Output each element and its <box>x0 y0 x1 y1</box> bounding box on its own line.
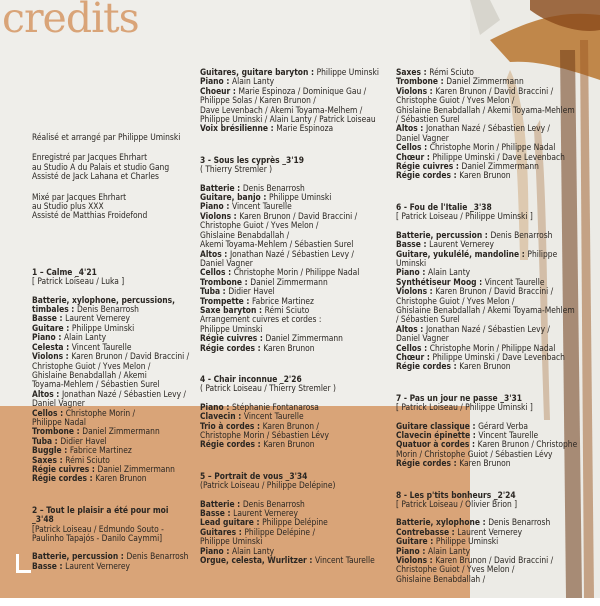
credit-names: Rémi Sciuto <box>65 454 110 465</box>
credit-names: Philippe Uminski / Dave Levenbach <box>432 151 565 162</box>
credit-names: Karen Brunon <box>459 170 511 181</box>
credit-names: Morin / Christophe Guiot / Sébastien Lévy <box>396 448 553 459</box>
credit-role: Choeur : <box>200 85 239 96</box>
production-line: Assisté de Matthias Froidefond <box>32 210 148 221</box>
credit-role: Batterie, xylophone : <box>396 517 489 528</box>
credit-role: Piano : <box>200 201 232 212</box>
credit-names: Alain Lanty <box>427 267 471 278</box>
track-block <box>200 472 390 566</box>
credit-role: Trombone : <box>200 276 251 287</box>
credit-names: Ghislaine Benabdallah / <box>200 229 290 240</box>
production-block <box>32 133 192 142</box>
track-authors: Paulinho Tapajós - Danilo Caymmi] <box>32 533 163 543</box>
credit-names: Jonathan Nazé / Sébastien Levy / <box>425 123 550 134</box>
credit-names: Alain Lanty <box>231 545 275 556</box>
credit-role: Tuba : <box>32 435 61 446</box>
credit-names: Karen Brunon / David Braccini / <box>71 351 190 362</box>
track-authors: (Patrick Loiseau / Philippe Delépine) <box>200 480 336 491</box>
track-authors: [ Patrick Loiseau / Philippe Uminski ] <box>396 402 533 413</box>
credit-names: Ghislaine Benabdallah / Akemi Toyama-Mehlem <box>396 304 575 315</box>
credit-role: Violons : <box>396 286 436 297</box>
production-line: Mixé par Jacques Ehrhart <box>32 191 127 202</box>
credit-line <box>396 362 586 371</box>
credit-role: Buggle : <box>32 445 70 456</box>
credit-role: Cellos : <box>396 142 430 153</box>
credit-role: Piano : <box>200 401 232 412</box>
credit-names: Denis Benarrosh <box>126 551 189 562</box>
credit-role: Violons : <box>200 210 240 221</box>
credit-role: Régie cordes : <box>396 361 460 372</box>
credit-role: Guitare classique : <box>396 420 479 431</box>
credit-names: Philippe Solas / Karen Brunon / <box>200 95 316 106</box>
credit-role: Piano : <box>32 332 64 343</box>
credit-role: Trompette : <box>200 295 253 306</box>
track-authors: [ Patrick Loiseau / Philippe Uminski ] <box>396 211 533 222</box>
credit-role: Régie cuivres : <box>32 463 98 474</box>
credit-role: Orgue, celesta, Wurlitzer : <box>200 555 316 566</box>
credit-names: Daniel Vagner <box>396 333 449 344</box>
credit-names: Denis Benarrosh <box>242 182 305 193</box>
credit-role: Piano : <box>200 76 232 87</box>
credit-role: Guitares : <box>200 526 245 537</box>
credit-role: Violons : <box>396 555 436 566</box>
credit-names: Uminski <box>396 257 427 268</box>
credit-role: Saxes : <box>32 454 66 465</box>
credit-line <box>200 124 390 133</box>
credit-role: Tuba : <box>200 286 229 297</box>
track-authors: [ Patrick Loiseau / Luka ] <box>32 276 125 287</box>
credit-role: Violons : <box>32 351 72 362</box>
track-title: 7 - Pas un jour ne passe _3'31 <box>396 392 522 403</box>
credit-names: Vincent Taurelle <box>484 276 545 287</box>
credit-names: Christophe Morin / <box>65 407 136 418</box>
credit-names: Philippe Uminski <box>316 67 379 77</box>
credit-names: Laurent Vernerey <box>429 239 494 250</box>
production-line: au Studio A du Palais et studio Gang <box>32 161 170 172</box>
credit-names: Arrangement cuivres et cordes : <box>200 314 322 325</box>
credit-names: Vincent Taurelle <box>478 430 539 440</box>
credit-names: Daniel Vagner <box>200 257 253 268</box>
credit-role: Quatuor à cordes : <box>396 439 478 450</box>
credit-role: Batterie : <box>200 182 243 193</box>
production-line: Réalisé et arrangé par Philippe Uminski <box>32 132 181 142</box>
credit-names: Daniel Zimmermann <box>461 161 539 172</box>
track-title: 6 - Fou de l'Italie _3'38 <box>396 201 492 212</box>
credit-names: Christophe Guiot / Yves Melon / <box>32 360 151 371</box>
credit-role: Batterie, xylophone, percussions, <box>32 294 175 305</box>
credit-names: Karen Brunon <box>263 342 315 353</box>
credit-names: Toyama-Mehlem / Sébastien Surel <box>32 379 160 390</box>
track-title: 5 – Portrait de vous _3'34 <box>200 470 308 481</box>
credit-line <box>396 171 586 180</box>
credit-role: Batterie, percussion : <box>32 551 127 562</box>
track-title: 3 - Sous les cyprès _3'19 <box>200 154 304 165</box>
credit-names: Didier Havel <box>228 286 275 297</box>
credit-role: Saxes : <box>396 67 430 77</box>
track-block <box>200 156 390 353</box>
credit-role: Basse : <box>32 560 66 571</box>
credit-line <box>200 556 390 565</box>
track-block <box>32 506 192 571</box>
credit-names: Ghislaine Benabdallah / Akemi <box>32 369 147 380</box>
credit-names: Ghislaine Benabdallah / <box>396 573 486 584</box>
track-block <box>200 375 390 450</box>
credit-names: Karen Brunon / David Braccini / <box>435 286 554 297</box>
credit-role: Guitare : <box>32 322 72 333</box>
credit-names: Laurent Vernerey <box>233 508 298 519</box>
credit-role: Chœur : <box>396 151 433 162</box>
credit-names: / Sébastien Surel <box>396 114 460 125</box>
credit-names: Laurent Vernerey <box>65 313 130 324</box>
credit-role: Régie cuivres : <box>396 161 462 172</box>
credit-names: Philippe Delépine <box>262 517 328 528</box>
credit-role: Voix brésilienne : <box>200 123 277 134</box>
production-line: au Studio plus XXX <box>32 201 104 212</box>
credit-names: Philippe Delépine / <box>244 526 315 537</box>
credit-names: Didier Havel <box>60 435 107 446</box>
credit-names: Philippe Uminski <box>71 322 135 333</box>
credit-role: Altos : <box>396 123 426 134</box>
credit-names: Karen Brunon / David Braccini / <box>239 210 358 221</box>
credit-role: Cellos : <box>32 407 66 418</box>
credit-role: Clavecin épinette : <box>396 430 479 440</box>
credit-role: Trio à cordes : <box>200 420 263 431</box>
credit-role: Batterie, percussion : <box>396 229 491 240</box>
credit-role: Guitares, guitare baryton : <box>200 67 317 77</box>
credit-names: Daniel Zimmermann <box>250 276 328 287</box>
track-title: 1 – Calme _4'21 <box>32 266 97 277</box>
track-block <box>396 394 586 469</box>
production-block <box>32 193 192 221</box>
credit-role: Régie cordes : <box>396 170 460 181</box>
column-2 <box>200 68 390 587</box>
credit-names: Karen Brunon <box>263 439 315 450</box>
credit-names: Daniel Vagner <box>32 398 85 409</box>
credit-names: Christophe Morin / Philippe Nadal <box>429 342 556 353</box>
credit-names: Daniel Vagner <box>396 132 449 143</box>
credit-role: Guitare : <box>396 536 436 547</box>
track-title: 8 - Les p'tits bonheurs _2'24 <box>396 489 516 500</box>
credit-role: Saxe baryton : <box>200 304 265 315</box>
track-block <box>32 268 192 484</box>
credit-names: Philippe Uminski <box>268 192 332 203</box>
credit-names: Marie Espinoza <box>276 123 334 134</box>
credit-names: Vincent Taurelle <box>231 201 292 212</box>
credit-names: Karen Brunon / Christophe <box>477 439 578 450</box>
track-title: 2 – Tout le plaisir a été pour moi _3'48 <box>32 504 169 525</box>
credit-names: Fabrice Martinez <box>252 295 315 306</box>
credit-names: Karen Brunon / <box>262 420 319 431</box>
credit-role: Violons : <box>396 85 436 96</box>
credit-names: Vincent Taurelle <box>71 341 132 352</box>
credit-names: Laurent Vernerey <box>65 560 130 571</box>
credit-names: Gérard Verba <box>478 420 529 431</box>
credit-names: Karen Brunon <box>459 458 511 469</box>
credit-role: Régie cuivres : <box>200 333 266 344</box>
credit-names: Christophe Guiot / Yves Melon / <box>200 220 319 231</box>
credit-role: Clavecin : <box>200 411 244 422</box>
credit-role: Régie cordes : <box>200 342 264 353</box>
credit-names: Rémi Sciuto <box>429 67 474 77</box>
track-block <box>396 203 586 372</box>
credit-names: Fabrice Martinez <box>69 445 132 456</box>
track-title: 4 - Chair inconnue _2'26 <box>200 373 302 384</box>
track-block <box>396 491 586 585</box>
continued-credits <box>200 68 390 134</box>
credit-names: Karen Brunon / David Braccini / <box>435 85 554 96</box>
corner-mark <box>16 554 31 573</box>
credit-names: Christophe Morin / Philippe Nadal <box>429 142 556 153</box>
credit-names: Philippe Uminski <box>200 323 263 334</box>
production-block <box>32 153 192 181</box>
credit-line <box>32 562 192 571</box>
track-authors: ( Patrick Loiseau / Thierry Stremler ) <box>200 383 336 394</box>
credit-role: Batterie : <box>200 498 243 509</box>
credit-names: Vincent Taurelle <box>243 411 304 422</box>
credit-names: Ghislaine Benabdallah / Akemi Toyama-Mehlem <box>396 104 575 115</box>
credit-role: Basse : <box>200 508 234 519</box>
credit-role: Guitare, yukulélé, mandoline : <box>396 248 528 259</box>
credit-role: Régie cordes : <box>396 458 460 469</box>
credit-role: Altos : <box>32 388 62 399</box>
credit-names: Jonathan Nazé / Sébastien Levy / <box>425 323 550 334</box>
continued-credits <box>396 68 586 181</box>
spacer <box>32 232 192 268</box>
column-1 <box>32 133 192 593</box>
credit-names: Karen Brunon <box>95 473 147 484</box>
credit-role: Lead guitare : <box>200 517 263 528</box>
production-line: Assisté de Jack Lahana et Charles <box>32 171 159 182</box>
credit-role: Altos : <box>200 248 230 259</box>
credit-names: Karen Brunon / David Braccini / <box>435 555 554 566</box>
credit-names: Rémi Sciuto <box>264 304 310 315</box>
credit-names: Marie Espinoza / Dominique Gau / <box>238 85 367 96</box>
credit-role: Guitare, banjo : <box>200 192 269 203</box>
credit-names: Daniel Zimmermann <box>97 463 175 474</box>
credit-role: Piano : <box>200 545 232 556</box>
credit-names: Alain Lanty <box>63 332 107 343</box>
credit-names: Philippe <box>527 248 558 259</box>
credit-names: Daniel Zimmermann <box>265 333 343 344</box>
credit-names: Denis Benarrosh <box>76 304 139 315</box>
credit-role: timbales : <box>32 304 77 315</box>
credit-role: Chœur : <box>396 351 433 362</box>
track-authors: [ Patrick Loiseau / Olivier Brion ] <box>396 499 518 510</box>
credit-role: Celesta : <box>32 341 72 352</box>
credit-names: Philippe Uminski <box>200 536 263 547</box>
credit-role: Basse : <box>396 239 430 250</box>
credit-names: Stéphanie Fontanarosa <box>231 401 319 412</box>
credit-names: Karen Brunon <box>459 361 511 372</box>
credit-line <box>396 575 586 584</box>
column-3 <box>396 68 586 606</box>
credit-line <box>32 474 192 483</box>
credit-names: Christophe Morin / Sébastien Lévy <box>200 430 329 440</box>
credit-names: Philippe Uminski / Dave Levenbach <box>432 351 565 362</box>
credit-line <box>396 459 586 468</box>
credit-role: Trombone : <box>396 76 447 87</box>
credit-names: Vincent Taurelle <box>315 555 375 566</box>
credit-names: Philippe Nadal <box>32 416 86 427</box>
credit-role: Synthétiseur Moog : <box>396 276 485 287</box>
credit-names: Daniel Zimmermann <box>82 426 160 437</box>
credit-names: Jonathan Nazé / Sébastien Levy / <box>61 388 186 399</box>
credit-names: Laurent Vernerey <box>457 526 523 537</box>
credit-role: Contrebasse : <box>396 526 458 537</box>
credit-names: Daniel Zimmermann <box>446 76 524 87</box>
credit-names: Jonathan Nazé / Sébastien Levy / <box>229 248 354 259</box>
credit-names: Christophe Guiot / Yves Melon / <box>396 95 515 106</box>
page-title: credits <box>2 0 139 42</box>
credit-role: Cellos : <box>200 267 234 278</box>
credit-role: Altos : <box>396 323 426 334</box>
credit-line <box>200 344 390 353</box>
credit-role: Trombone : <box>32 426 83 437</box>
credit-names: Christophe Guiot / Yves Melon / <box>396 564 515 575</box>
credit-names: Alain Lanty <box>231 76 275 87</box>
credit-role: Basse : <box>32 313 66 324</box>
credit-names: Alain Lanty <box>427 545 471 556</box>
credit-names: Denis Benarrosh <box>490 229 553 240</box>
credit-names: Philippe Uminski <box>435 536 499 547</box>
credit-role: Piano : <box>396 545 428 556</box>
credit-role: Piano : <box>396 267 428 278</box>
credit-role: Régie cordes : <box>32 473 96 484</box>
credit-names: Denis Benarrosh <box>242 498 305 509</box>
track-authors: ( Thierry Stremler ) <box>200 164 273 175</box>
production-line: Enregistré par Jacques Ehrhart <box>32 152 148 163</box>
track-authors: [Patrick Loiseau / Edmundo Souto - <box>32 523 164 534</box>
credit-names: Christophe Morin / Philippe Nadal <box>233 267 360 278</box>
credit-names: Akemi Toyama-Mehlem / Sébastien Surel <box>200 239 354 250</box>
credit-role: Cellos : <box>396 342 430 353</box>
credit-line <box>200 440 390 449</box>
credit-names: Dave Levenbach / Akemi Toyama-Melhem / <box>200 104 363 115</box>
credit-names: Christophe Guiot / Yves Melon / <box>396 295 515 306</box>
credit-names: / Sébastien Surel <box>396 314 460 325</box>
credit-names: Denis Benarrosh <box>488 517 551 528</box>
credit-role: Régie cordes : <box>200 439 264 450</box>
credit-names: Philippe Uminski / Alain Lanty / Patrick Loiseau <box>200 114 376 125</box>
